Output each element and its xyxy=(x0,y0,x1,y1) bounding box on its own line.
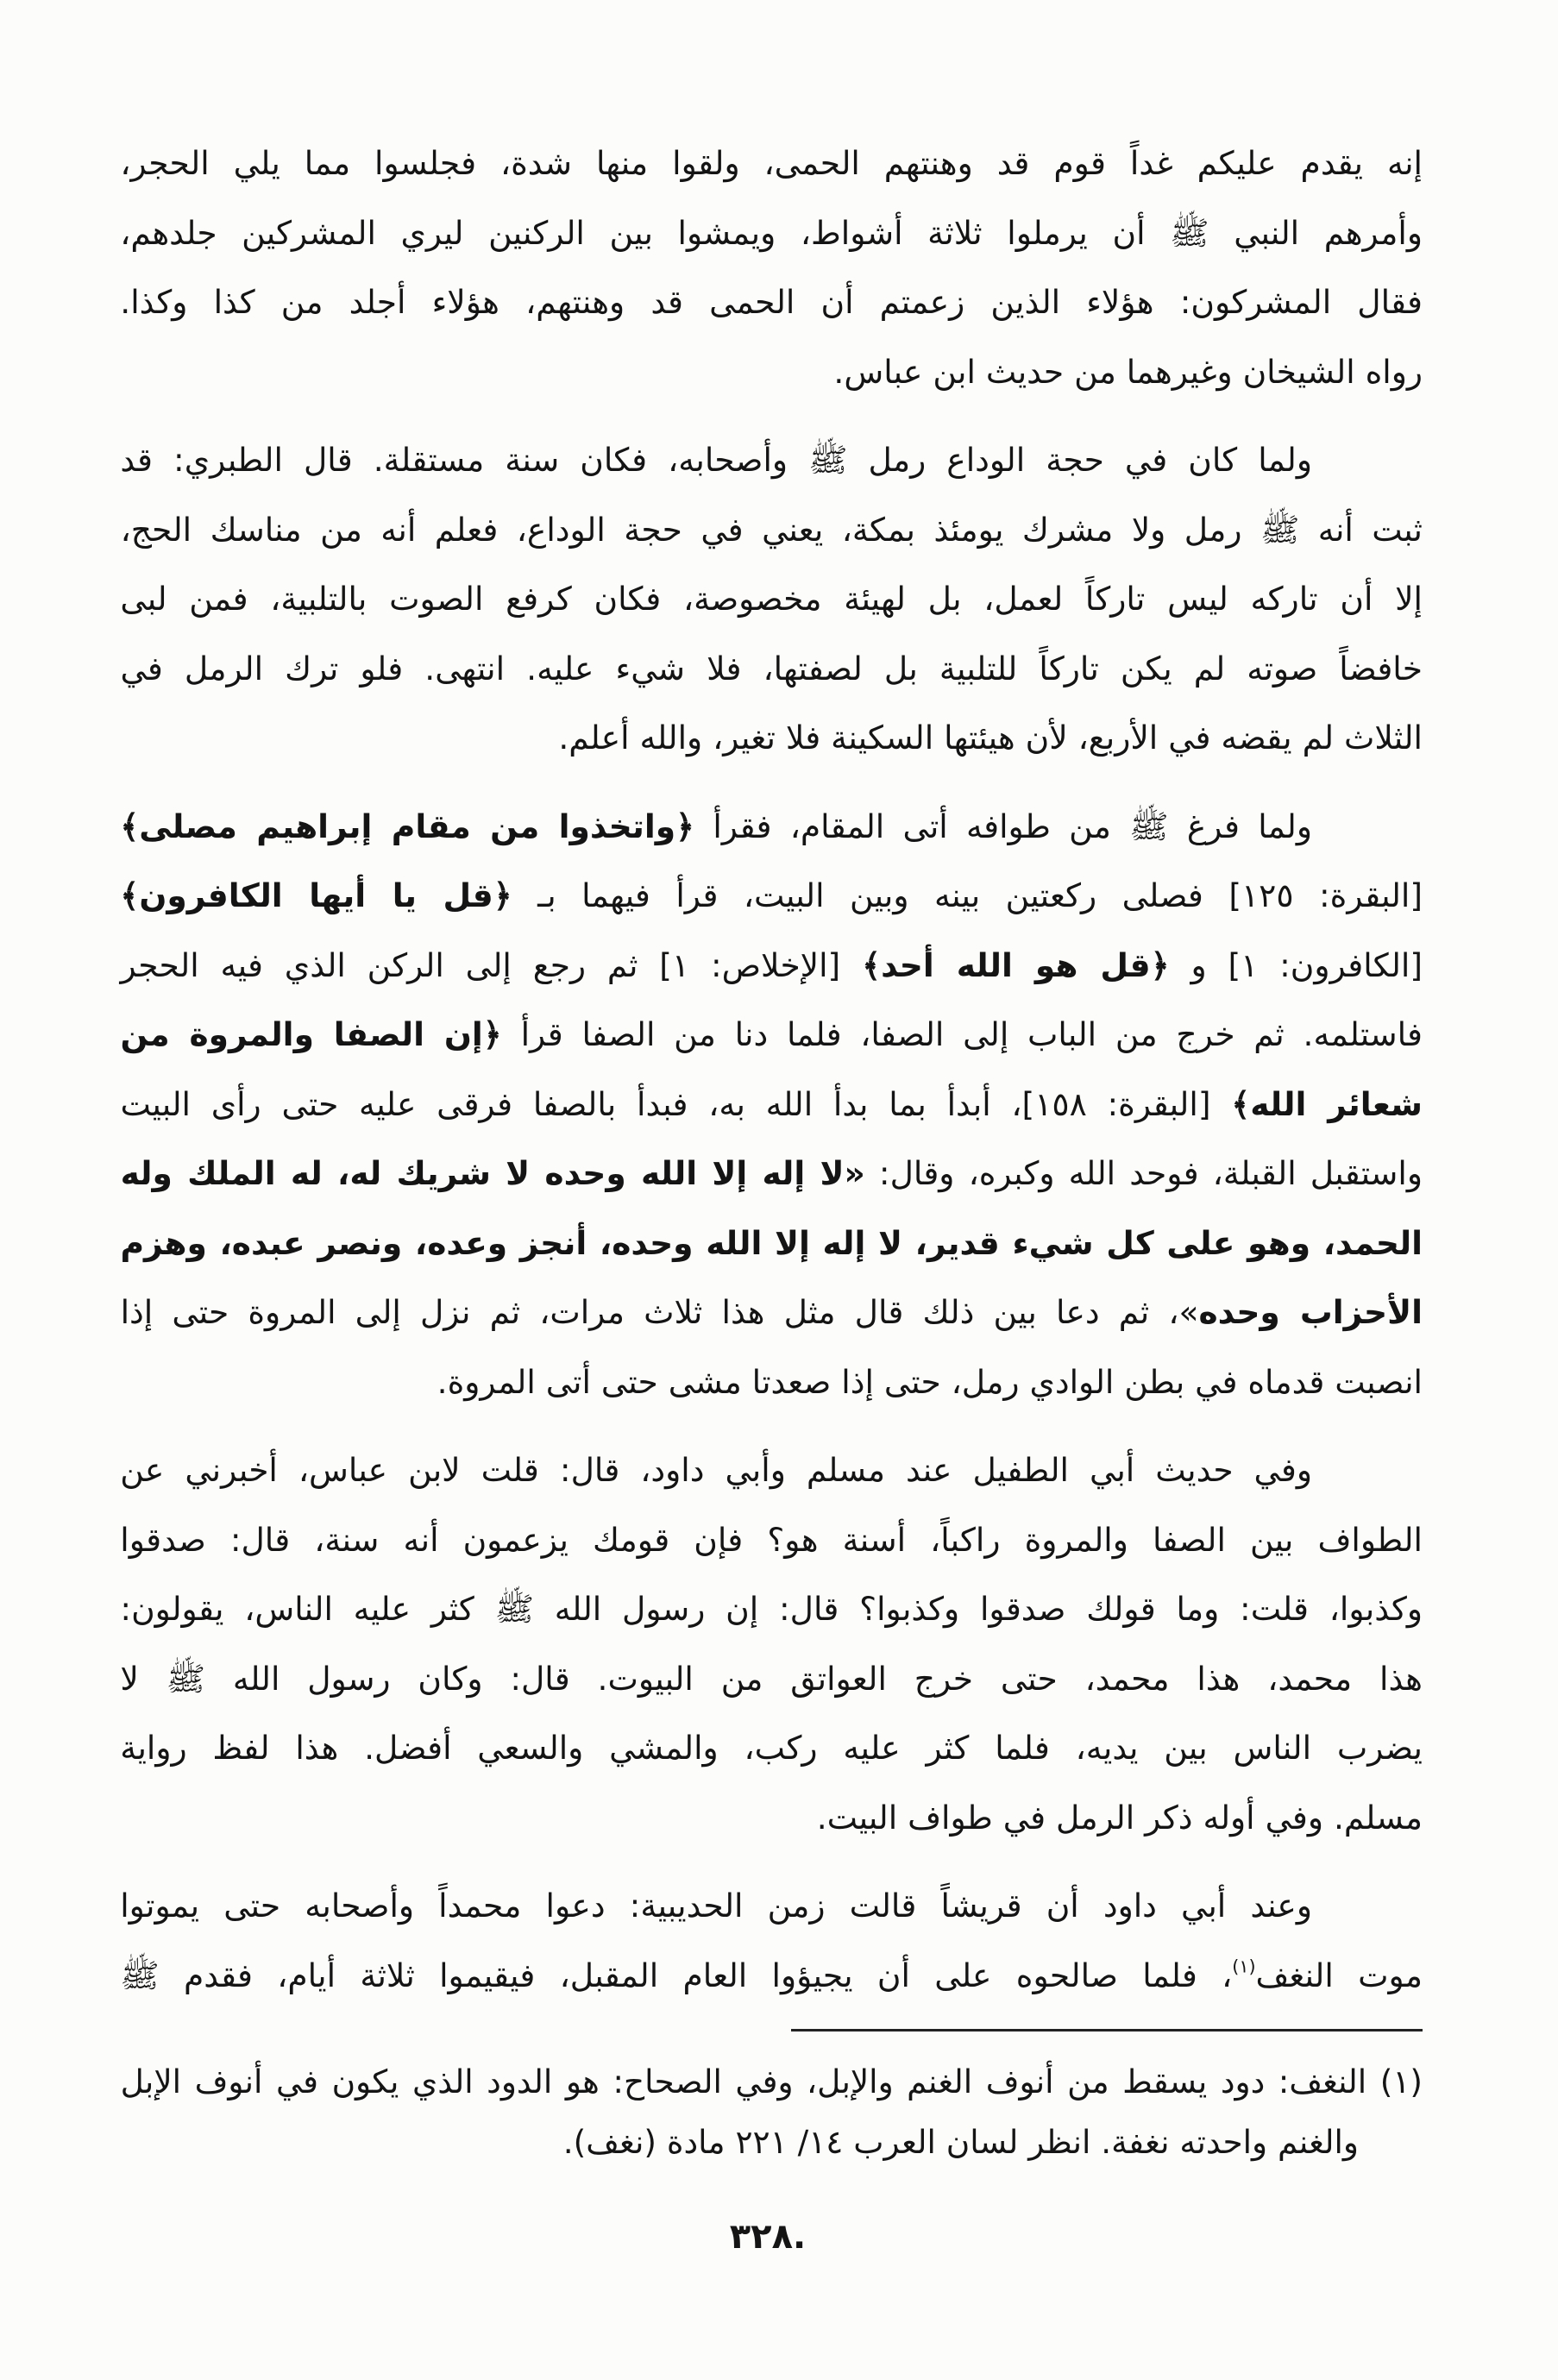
text-line: وأمرهم النبي ﷺ أن يرملوا ثلاثة أشواط، ويمشوا بين الركنين ليري المشركين جلدهم، xyxy=(120,213,1423,252)
line-segment: واستقبل القبلة، فوحد الله وكبره، وقال: xyxy=(864,1154,1423,1192)
footnote-line: (١) النغف: دود يسقط من أنوف الغنم والإبل، وفي الصحاح: هو الدود الذي يكون في أنوف الإبل xyxy=(120,2063,1423,2101)
text-line: الطواف بين الصفا والمروة راكباً، أسنة هو؟ فإن قومك يزعمون أنه سنة، قال: صدقوا xyxy=(120,1520,1423,1559)
text-line: فقال المشركون: هؤلاء الذين زعمتم أن الحمى قد وهنتهم، هؤلاء أجلد من كذا وكذا. xyxy=(120,283,1423,321)
text-line xyxy=(119,931,1423,1001)
quran-verse: ﴿واتخذوا من مقام إبراهيم مصلى﴾ xyxy=(120,807,695,845)
paragraph xyxy=(119,129,1423,406)
quran-verse: ﴿إن الصفا والمروة من xyxy=(120,1015,502,1053)
text-line xyxy=(119,861,1423,931)
line-segment: [البقرة: ١٥٨]، أبدأ بما بدأ الله به، فبدأ بالصفا فرقى عليه حتى رأى البيت xyxy=(120,1084,1232,1123)
footnote-separator xyxy=(791,2029,1423,2031)
line-segment: »، ثم دعا بين ذلك قال مثل هذا ثلاث مرات، ثم نزل إلى المروة حتى إذا xyxy=(120,1293,1199,1331)
text-line: انصبت قدماه في بطن الوادي رمل، حتى إذا صعدتا مشى حتى أتى المروة. xyxy=(437,1362,1423,1401)
text-line xyxy=(119,1000,1423,1070)
line-segment: ، فلما صالحوه على أن يجيؤوا العام المقبل، فيقيموا ثلاثة أيام، فقدم ﷺ xyxy=(120,1956,1233,1994)
text-line xyxy=(119,1139,1423,1209)
text-line xyxy=(119,792,1423,862)
text-line: الثلاث لم يقضه في الأربع، لأن هيئتها السكينة فلا تغير، والله أعلم. xyxy=(558,719,1423,757)
text-line xyxy=(119,1070,1423,1140)
main-text xyxy=(119,129,1423,2010)
line-segment: [الكافرون: ١] و xyxy=(1169,945,1423,984)
line-segment: فاستلمه. ثم خرج من الباب إلى الصفا، فلما دنا من الصفا قرأ xyxy=(501,1015,1423,1053)
text-line: مسلم. وفي أوله ذكر الرمل في طواف البيت. xyxy=(816,1798,1423,1837)
text-line: رواه الشيخان وغيرهما من حديث ابن عباس. xyxy=(833,352,1423,391)
text-line: وكذبوا، قلت: وما قولك صدقوا وكذبوا؟ قال: إن رسول الله ﷺ كثر عليه الناس، يقولون: xyxy=(120,1590,1423,1628)
footnote-marker: (١) xyxy=(1232,1955,1256,1976)
paragraph xyxy=(119,1435,1423,1852)
line-segment: [الإخلاص: ١] ثم رجع إلى الركن الذي فيه الحجر xyxy=(120,945,863,984)
line-segment: [البقرة: ١٢٥] فصلى ركعتين بينه وبين البيت، قرأ فيهما بـ xyxy=(512,876,1423,914)
text-line: هذا محمد، هذا محمد، حتى خرج العواتق من البيوت. قال: وكان رسول الله ﷺ لا xyxy=(120,1659,1423,1698)
text-line: إنه يقدم عليكم غداً قوم قد وهنتهم الحمى، ولقوا منها شدة، فجلسوا مما يلي الحجر، xyxy=(120,144,1423,182)
page-number: ٣٢٨. xyxy=(729,2217,807,2257)
quran-verse: ﴿قل هو الله أحد﴾ xyxy=(862,945,1170,984)
text-line: ثبت أنه ﷺ رمل ولا مشرك يومئذ بمكة، يعني في حجة الوداع، فعلم أنه من مناسك الحج، xyxy=(120,510,1423,549)
text-line: إلا أن تاركه ليس تاركاً لعمل، بل لهيئة مخصوصة، فكان كرفع الصوت بالتلبية، فمن لبى xyxy=(120,580,1423,618)
hadith-text: الأحزاب وحده xyxy=(1198,1293,1423,1331)
line-segment: موت النغف xyxy=(1255,1956,1423,1994)
text-line: ولما كان في حجة الوداع رمل ﷺ وأصحابه، فكان سنة مستقلة. قال الطبري: قد xyxy=(120,441,1312,479)
hadith-text-line: الحمد، وهو على كل شيء قدير، لا إله إلا الله وحده، أنجز وعده، ونصر عبده، وهزم xyxy=(120,1223,1423,1262)
text-line: وفي حديث أبي الطفيل عند مسلم وأبي داود، قال: قلت لابن عباس، أخبرني عن xyxy=(120,1451,1312,1489)
text-line: وعند أبي داود أن قريشاً قالت زمن الحديبية: دعوا محمداً وأصحابه حتى يموتوا xyxy=(120,1887,1312,1925)
paragraph xyxy=(119,1871,1423,2010)
text-line xyxy=(119,1941,1423,2011)
text-line: يضرب الناس بين يديه، فلما كثر عليه ركب، والمشي والسعي أفضل. هذا لفظ رواية xyxy=(120,1729,1423,1767)
line-segment: ولما فرغ ﷺ من طوافه أتى المقام، فقرأ xyxy=(694,807,1312,845)
paragraph xyxy=(119,792,1423,1417)
text-line: خافضاً صوته لم يكن تاركاً للتلبية بل لصفتها، فلا شيء عليه. انتهى. فلو ترك الرمل في xyxy=(120,649,1423,688)
text-line xyxy=(119,1278,1423,1347)
hadith-text: «لا إله إلا الله وحده لا شريك له، له الملك وله xyxy=(120,1154,865,1192)
footnotes xyxy=(119,2051,1423,2172)
quran-verse: ﴿قل يا أيها الكافرون﴾ xyxy=(120,876,512,914)
paragraph xyxy=(119,425,1423,773)
quran-verse: شعائر الله﴾ xyxy=(1231,1084,1423,1123)
footnote-line: والغنم واحدته نغفة. انظر لسان العرب ١٤/ ٢٢١ مادة (نغف). xyxy=(562,2123,1359,2161)
